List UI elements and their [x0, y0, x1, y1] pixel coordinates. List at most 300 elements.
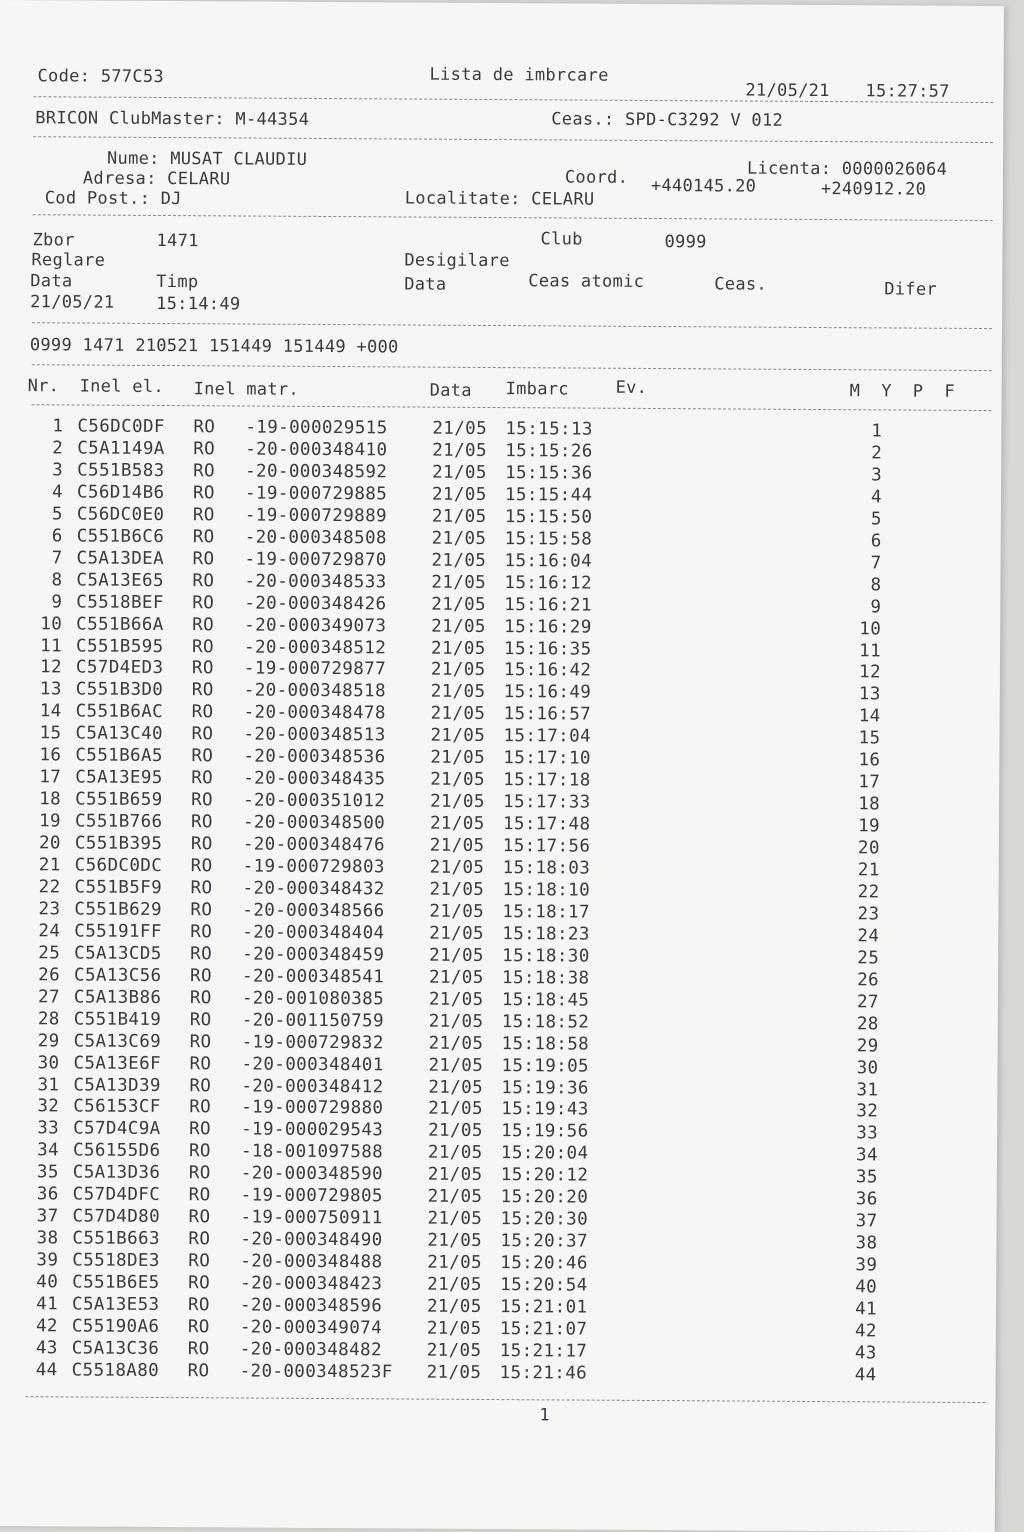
- cell-el: C5A13E65: [76, 570, 165, 591]
- clock-label: Ceas.: [714, 274, 768, 295]
- cell-nr: 38: [36, 1228, 59, 1249]
- cell-m: 15: [858, 728, 881, 749]
- cell-el: C5A13D39: [73, 1074, 161, 1096]
- cell-nr: 6: [51, 526, 63, 547]
- cell-dt: 21/05: [430, 791, 485, 813]
- cell-dt: 21/05: [428, 1033, 484, 1054]
- cell-el: C56DC0E0: [76, 504, 165, 525]
- cell-ro: RO: [190, 922, 213, 943]
- cell-nr: 27: [37, 986, 60, 1008]
- cell-dt: 21/05: [428, 1011, 484, 1032]
- cell-mat: -20-000348533: [244, 571, 387, 593]
- cell-el: C5A13DEA: [76, 548, 165, 569]
- cell-el: C5A13D36: [72, 1162, 161, 1184]
- cell-m: 28: [856, 1013, 879, 1035]
- cell-m: 8: [870, 574, 882, 596]
- cell-tm: 15:19:05: [501, 1055, 590, 1077]
- cell-tm: 15:18:38: [501, 967, 590, 989]
- cell-ro: RO: [192, 592, 215, 613]
- cell-m: 14: [858, 706, 881, 727]
- cell-dt: 21/05: [428, 989, 484, 1010]
- owner-address: Adresa: CELARU: [82, 168, 231, 190]
- cell-el: C57D4C9A: [73, 1118, 161, 1140]
- cell-el: C5A13CD5: [74, 943, 162, 964]
- cell-el: C5A13C56: [73, 965, 162, 986]
- cell-ro: RO: [193, 439, 216, 460]
- cell-mat: -20-000348478: [243, 702, 386, 724]
- cell-tm: 15:20:46: [500, 1253, 588, 1274]
- cell-el: C56153CF: [73, 1096, 161, 1118]
- cell-dt: 21/05: [428, 1077, 484, 1098]
- cell-m: 10: [859, 618, 882, 639]
- cell-m: 12: [858, 662, 881, 683]
- page-number: 1: [539, 1405, 550, 1426]
- cell-tm: 15:21:17: [499, 1340, 588, 1362]
- reglare-time: 15:14:49: [156, 293, 241, 315]
- cell-nr: 14: [39, 701, 62, 722]
- cell-nr: 37: [36, 1206, 59, 1227]
- cell-mat: -19-000029515: [245, 417, 388, 439]
- column-header-inel-el: Inel el.: [79, 376, 164, 398]
- cell-ro: RO: [189, 987, 212, 1008]
- cell-tm: 15:20:20: [500, 1187, 589, 1208]
- cell-dt: 21/05: [426, 1340, 482, 1361]
- cell-nr: 9: [51, 591, 63, 612]
- postal-code: Cod Post.: DJ: [44, 188, 182, 210]
- cell-tm: 15:16:42: [503, 660, 592, 682]
- cell-dt: 21/05: [431, 550, 487, 571]
- cell-el: C551B595: [75, 635, 164, 657]
- cell-tm: 15:15:50: [504, 506, 593, 528]
- cell-tm: 15:18:30: [502, 945, 590, 967]
- flight-label: Zbor: [32, 230, 75, 251]
- cell-mat: -20-001150759: [241, 1010, 385, 1032]
- cell-tm: 15:20:12: [500, 1165, 589, 1186]
- cell-m: 5: [870, 509, 882, 530]
- print-time: 15:27:57: [865, 81, 950, 102]
- cell-ro: RO: [187, 1295, 210, 1316]
- cell-tm: 15:15:26: [505, 441, 593, 462]
- column-header-ev: Ev.: [615, 377, 648, 398]
- cell-m: 43: [854, 1343, 877, 1364]
- cell-m: 44: [854, 1365, 877, 1386]
- cell-m: 38: [855, 1233, 878, 1254]
- cell-nr: 42: [35, 1316, 58, 1337]
- cell-m: 42: [854, 1321, 877, 1342]
- cell-ro: RO: [191, 636, 214, 657]
- cell-dt: 21/05: [427, 1142, 483, 1164]
- cell-mat: -19-000729832: [241, 1032, 384, 1053]
- cell-tm: 15:16:21: [504, 594, 592, 616]
- cell-tm: 15:17:04: [503, 726, 592, 747]
- cell-nr: 1: [52, 416, 64, 437]
- cell-nr: 30: [37, 1052, 60, 1073]
- cell-ro: RO: [192, 548, 215, 570]
- cell-tm: 15:15:44: [504, 484, 593, 506]
- cell-m: 7: [870, 553, 882, 574]
- cell-ro: RO: [187, 1361, 210, 1382]
- cell-mat: -20-000349073: [244, 615, 387, 636]
- cell-dt: 21/05: [429, 879, 485, 900]
- cell-ro: RO: [188, 1273, 211, 1294]
- cell-m: 41: [855, 1299, 878, 1320]
- cell-mat: -20-000348410: [245, 439, 388, 461]
- cell-m: 26: [857, 970, 880, 991]
- cell-tm: 15:15:58: [504, 528, 593, 550]
- cell-nr: 13: [39, 679, 62, 700]
- cell-m: 25: [857, 948, 880, 969]
- cell-el: C551B629: [74, 899, 163, 920]
- cell-el: C551B66A: [76, 614, 164, 635]
- cell-ro: RO: [187, 1339, 210, 1360]
- cell-tm: 15:18:58: [501, 1033, 590, 1055]
- cell-m: 31: [856, 1079, 879, 1100]
- cell-dt: 21/05: [431, 616, 486, 637]
- cell-ro: RO: [191, 724, 214, 745]
- cell-tm: 15:15:36: [505, 462, 593, 484]
- coord-label: Coord.: [564, 167, 629, 188]
- cell-m: 16: [858, 750, 881, 771]
- cell-nr: 40: [36, 1272, 59, 1293]
- cell-ro: RO: [190, 900, 213, 921]
- cell-mat: -20-000348476: [242, 834, 386, 856]
- cell-tm: 15:17:48: [502, 814, 591, 835]
- cell-mat: -20-000348512: [243, 637, 387, 658]
- cell-mat: -20-000348423: [240, 1273, 383, 1295]
- cell-nr: 24: [38, 921, 61, 942]
- cell-m: 35: [855, 1167, 878, 1188]
- cell-ro: RO: [192, 504, 215, 526]
- cell-el: C5A13E95: [75, 767, 163, 789]
- timp-label: Timp: [156, 271, 199, 293]
- cell-ro: RO: [188, 1207, 211, 1228]
- cell-mat: -20-000348541: [241, 966, 385, 988]
- cell-ro: RO: [193, 417, 216, 438]
- cell-dt: 21/05: [432, 462, 487, 483]
- cell-el: C56DC0DF: [77, 416, 165, 438]
- cell-nr: 43: [35, 1338, 58, 1359]
- cell-el: C551B6AC: [75, 701, 164, 723]
- cell-tm: 15:17:33: [503, 792, 591, 813]
- separator-line: [32, 364, 992, 371]
- cell-mat: -20-000349074: [239, 1317, 383, 1339]
- license-number: Licenta: 0000026064: [746, 158, 948, 180]
- cell-dt: 21/05: [428, 1099, 483, 1120]
- cell-ro: RO: [189, 1053, 212, 1074]
- cell-ro: RO: [191, 746, 214, 767]
- cell-nr: 36: [36, 1184, 59, 1205]
- cell-tm: 15:15:13: [505, 419, 593, 440]
- cell-dt: 21/05: [430, 660, 486, 681]
- cell-tm: 15:16:12: [504, 572, 593, 594]
- cell-ro: RO: [192, 614, 215, 635]
- cell-el: C56155D6: [72, 1140, 161, 1162]
- column-header-imbarc: Imbarc: [505, 379, 569, 400]
- cell-mat: -20-000348490: [240, 1229, 383, 1251]
- cell-mat: -20-000348482: [239, 1339, 382, 1361]
- cell-nr: 26: [38, 965, 61, 986]
- cell-dt: 21/05: [430, 769, 485, 791]
- cell-el: C551B766: [74, 811, 163, 833]
- cell-nr: 31: [37, 1074, 60, 1095]
- cell-dt: 21/05: [429, 923, 485, 944]
- cell-m: 20: [857, 838, 880, 859]
- cell-ro: RO: [189, 965, 212, 987]
- cell-tm: 15:17:10: [503, 748, 591, 769]
- cell-dt: 21/05: [428, 967, 484, 988]
- cell-nr: 3: [52, 460, 64, 481]
- cell-el: C57D4ED3: [75, 657, 164, 679]
- cell-el: C5A13C40: [75, 723, 164, 745]
- cell-dt: 21/05: [430, 703, 486, 725]
- cell-tm: 15:18:03: [502, 858, 591, 879]
- data-label: Data: [404, 274, 447, 295]
- cell-m: 3: [871, 465, 883, 486]
- cell-dt: 21/05: [432, 440, 488, 461]
- cell-nr: 39: [36, 1250, 59, 1271]
- cell-m: 22: [857, 882, 880, 903]
- cell-ro: RO: [191, 768, 214, 789]
- cell-ro: RO: [190, 878, 213, 899]
- cell-mat: -20-000348412: [241, 1075, 384, 1097]
- cell-mat: -19-000729870: [244, 549, 387, 571]
- cell-dt: 21/05: [427, 1252, 483, 1274]
- print-date: 21/05/21: [745, 80, 830, 102]
- cell-dt: 21/05: [430, 725, 486, 747]
- cell-ro: RO: [191, 702, 214, 723]
- cell-m: 23: [857, 904, 880, 925]
- cell-mat: -20-000348459: [242, 944, 385, 966]
- cell-m: 39: [855, 1255, 878, 1276]
- separator-line: [32, 404, 992, 411]
- cell-nr: 32: [37, 1096, 60, 1117]
- cell-m: 2: [871, 443, 883, 464]
- cell-mat: -20-000348508: [244, 527, 387, 549]
- cell-ro: RO: [190, 812, 213, 833]
- cell-el: C5A13E6F: [73, 1053, 162, 1074]
- cell-tm: 15:16:35: [503, 638, 592, 660]
- coord-y: +240912.20: [820, 179, 927, 200]
- cell-tm: 15:16:57: [503, 704, 592, 725]
- cell-nr: 21: [38, 855, 61, 876]
- cell-dt: 21/05: [431, 528, 487, 549]
- club-master-label: BRICON ClubMaster: M-44354: [35, 108, 310, 130]
- cell-ro: RO: [189, 1031, 212, 1052]
- cell-nr: 17: [39, 767, 62, 788]
- column-header-data: Data: [429, 380, 472, 401]
- summary-line: 0999 1471 210521 151449 151449 +000: [29, 335, 399, 358]
- cell-mat: -20-000348426: [244, 593, 387, 614]
- cell-dt: 21/05: [431, 572, 487, 593]
- cell-tm: 15:16:49: [503, 682, 592, 704]
- cell-m: 18: [858, 794, 881, 815]
- cell-ro: RO: [189, 1119, 212, 1140]
- cell-nr: 16: [39, 745, 62, 766]
- cell-ro: RO: [191, 680, 214, 701]
- cell-nr: 11: [40, 635, 63, 656]
- cell-el: C55190A6: [71, 1316, 160, 1337]
- locality: Localitate: CELARU: [404, 188, 595, 210]
- cell-nr: 12: [39, 657, 62, 678]
- cell-dt: 21/05: [429, 813, 485, 835]
- cell-tm: 15:20:37: [500, 1231, 588, 1252]
- cell-m: 17: [858, 772, 881, 793]
- cell-mat: -20-000348566: [242, 900, 385, 922]
- coord-x: +440145.20: [650, 175, 757, 197]
- cell-nr: 7: [51, 548, 63, 569]
- cell-nr: 35: [36, 1162, 59, 1183]
- cell-m: 21: [857, 860, 880, 881]
- cell-m: 4: [870, 487, 883, 508]
- desigilare-label: Desigilare: [404, 250, 510, 272]
- cell-nr: 18: [39, 789, 62, 810]
- separator-line: [33, 136, 993, 143]
- code-label: Code: 577C53: [37, 66, 165, 88]
- cell-dt: 21/05: [429, 901, 485, 922]
- cell-mat: -20-000348536: [243, 746, 386, 768]
- cell-m: 37: [855, 1211, 878, 1232]
- cell-nr: 20: [38, 833, 61, 854]
- cell-nr: 5: [51, 504, 63, 525]
- cell-mat: -19-000750911: [240, 1207, 383, 1229]
- cell-nr: 29: [37, 1030, 60, 1051]
- cell-tm: 15:21:07: [499, 1319, 588, 1340]
- cell-dt: 21/05: [427, 1208, 483, 1230]
- cell-dt: 21/05: [427, 1274, 482, 1296]
- cell-dt: 21/05: [427, 1164, 483, 1186]
- cell-mat: -20-000348590: [240, 1163, 384, 1185]
- cell-ro: RO: [189, 1075, 212, 1096]
- cell-el: C5A13C69: [73, 1031, 162, 1052]
- cell-mat: -20-000348432: [242, 878, 385, 900]
- cell-mat: -20-000348401: [241, 1054, 384, 1075]
- cell-el: C551B3D0: [75, 679, 164, 701]
- cell-el: C5A13C36: [71, 1338, 160, 1359]
- cell-el: C551B663: [72, 1228, 160, 1250]
- cell-ro: RO: [191, 790, 214, 811]
- cell-mat: -20-000348435: [243, 768, 386, 790]
- cell-nr: 22: [38, 877, 61, 898]
- cell-dt: 21/05: [428, 1121, 483, 1142]
- cell-dt: 21/05: [426, 1362, 482, 1383]
- cell-m: 13: [858, 684, 881, 705]
- cell-m: 27: [856, 991, 879, 1013]
- cell-mat: -20-000348500: [242, 812, 386, 834]
- cell-mat: -20-000348596: [239, 1295, 383, 1317]
- cell-tm: 15:19:56: [501, 1121, 589, 1143]
- separator-line: [32, 322, 992, 329]
- cell-el: C551B6A5: [75, 745, 163, 767]
- difference-label: Difer: [884, 279, 937, 300]
- cell-tm: 15:19:36: [501, 1077, 589, 1099]
- cell-nr: 44: [35, 1360, 58, 1381]
- cell-m: 6: [870, 531, 882, 552]
- cell-m: 19: [858, 816, 881, 837]
- cell-mat: -19-000729880: [241, 1097, 384, 1119]
- cell-mat: -19-000729877: [243, 658, 387, 680]
- cell-nr: 10: [40, 613, 63, 634]
- cell-m: 40: [855, 1277, 878, 1298]
- separator-line: [25, 1396, 985, 1403]
- cell-ro: RO: [188, 1251, 211, 1272]
- cell-dt: 21/05: [427, 1186, 483, 1208]
- cell-el: C5A13B86: [73, 987, 162, 1008]
- cell-m: 34: [856, 1145, 879, 1166]
- cell-dt: 21/05: [431, 594, 487, 615]
- cell-ro: RO: [189, 1009, 212, 1030]
- cell-nr: 23: [38, 899, 61, 920]
- cell-ro: RO: [189, 1097, 212, 1118]
- cell-m: 9: [870, 596, 882, 617]
- cell-mat: -20-000348523F: [239, 1361, 393, 1383]
- separator-line: [33, 214, 993, 221]
- cell-dt: 21/05: [427, 1230, 483, 1252]
- cell-tm: 15:16:04: [504, 550, 593, 572]
- document-title: Lista de imbrcare: [429, 64, 609, 86]
- column-header-nr: Nr.: [27, 376, 60, 397]
- cell-dt: 21/05: [429, 945, 484, 966]
- clock-model-label: Ceas.: SPD-C3292 V 012: [551, 109, 784, 131]
- reglare-label: Reglare: [31, 250, 106, 271]
- cell-dt: 21/05: [428, 1055, 484, 1076]
- cell-el: C57D4DFC: [72, 1184, 161, 1206]
- cell-el: C56DC0DC: [74, 855, 163, 877]
- cell-el: C551B6C6: [76, 526, 165, 547]
- cell-tm: 15:17:56: [502, 836, 591, 857]
- cell-m: 32: [856, 1101, 879, 1122]
- separator-line: [33, 96, 993, 103]
- cell-ro: RO: [192, 526, 215, 548]
- cell-nr: 8: [51, 569, 63, 591]
- cell-ro: RO: [192, 483, 215, 504]
- cell-ro: RO: [191, 658, 214, 679]
- cell-tm: 15:19:43: [501, 1099, 589, 1121]
- cell-mat: -20-000348592: [245, 461, 388, 483]
- cell-mat: -20-000348488: [240, 1251, 383, 1273]
- owner-name: Nume: MUSAT CLAUDIU: [106, 148, 308, 170]
- cell-ro: RO: [193, 461, 216, 482]
- cell-dt: 21/05: [430, 682, 486, 703]
- cell-mat: -20-001080385: [241, 988, 385, 1010]
- cell-dt: 21/05: [430, 747, 486, 769]
- cell-ro: RO: [192, 570, 215, 591]
- column-header-inel-matr: Inel matr.: [193, 379, 300, 400]
- cell-tm: 15:20:04: [500, 1143, 589, 1164]
- cell-tm: 15:20:30: [500, 1209, 589, 1230]
- cell-el: C5A13E53: [71, 1294, 160, 1315]
- cell-m: 24: [857, 926, 880, 947]
- cell-nr: 28: [37, 1008, 60, 1030]
- cell-tm: 15:18:17: [502, 901, 590, 923]
- cell-nr: 41: [36, 1294, 59, 1315]
- cell-dt: 21/05: [426, 1296, 482, 1317]
- cell-el: C55191FF: [74, 921, 162, 942]
- table-row: [0, 1360, 992, 1388]
- cell-ro: RO: [190, 943, 213, 965]
- column-header-myp: M Y P F: [849, 381, 956, 402]
- cell-ro: RO: [188, 1229, 211, 1250]
- cell-ro: RO: [188, 1163, 211, 1184]
- cell-tm: 15:20:54: [500, 1275, 588, 1296]
- cell-m: 33: [856, 1123, 879, 1144]
- cell-tm: 15:21:01: [499, 1297, 588, 1318]
- cell-el: C551B5F9: [74, 877, 163, 898]
- cell-el: C57D4D80: [72, 1206, 161, 1228]
- club-label: Club: [540, 229, 583, 250]
- cell-mat: -19-000729889: [244, 505, 388, 527]
- cell-nr: 2: [52, 438, 64, 459]
- club-number: 0999: [664, 232, 707, 253]
